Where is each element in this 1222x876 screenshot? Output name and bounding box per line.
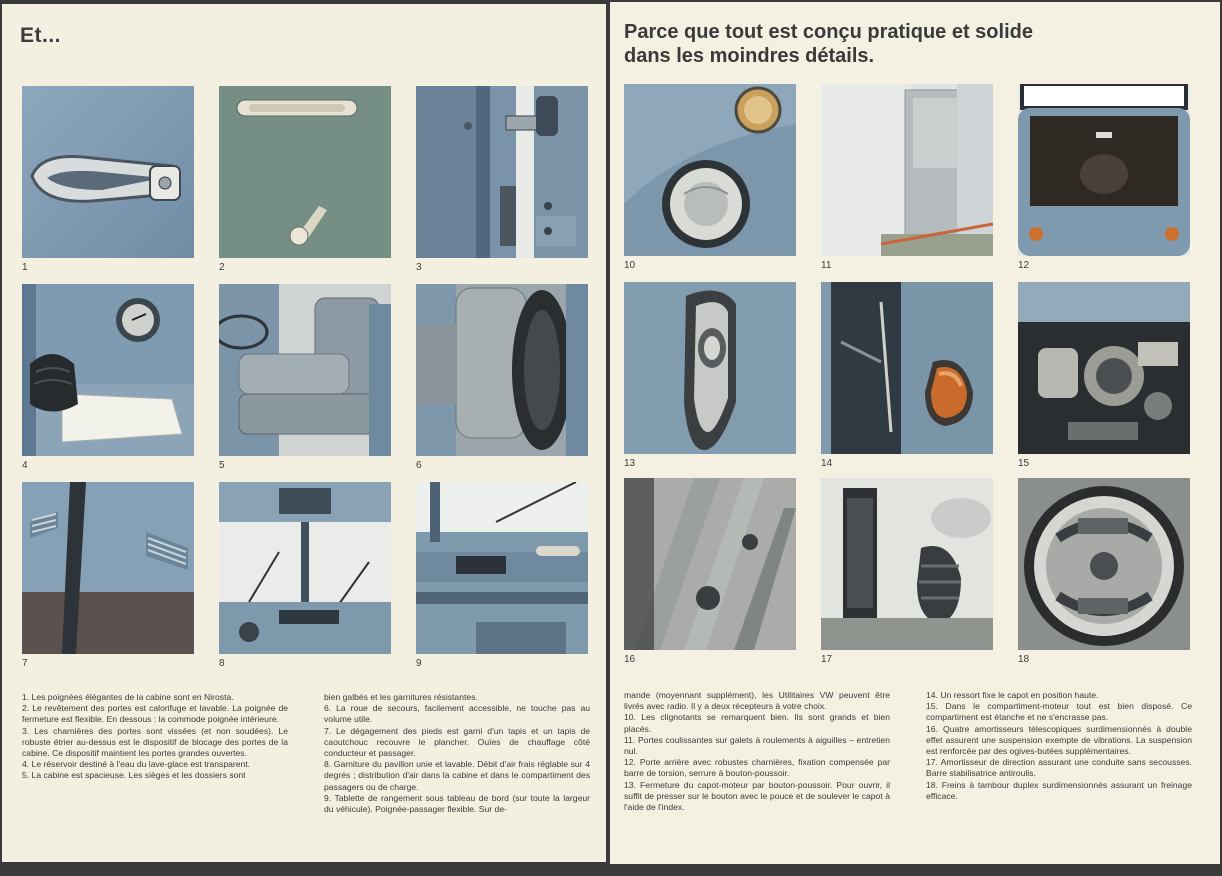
figure-number: 4	[22, 460, 28, 471]
caption-18: 18. Freins à tambour duplex surdimensionnés assurant un freinage efficace.	[926, 779, 1192, 801]
figure-number: 7	[22, 658, 28, 669]
caption-8: 8. Garniture du pavillon unie et lavable. Débit d'air frais réglable sur 4 degrés ; distribution d'air dans la cabine et dans le compartiment des passagers ou de charge.	[324, 759, 590, 792]
figure-number: 15	[1018, 458, 1030, 469]
figure-number: 8	[219, 658, 225, 669]
photo-13-lid-button	[624, 282, 796, 454]
photo-18-drum-brake	[1018, 478, 1190, 650]
caption-5-cont: bien galbés et les garnitures résistantes.	[324, 692, 478, 702]
caption-13: 13. Fermeture du capot-moteur par bouton-poussoir. Pour ouvrir, il suffit de presser sur le bouton avec le pouce et de soulever le capot à l'aide de l'index.	[624, 779, 890, 813]
figure-number: 3	[416, 262, 422, 273]
caption-9-cont: mande (moyennant supplément), les Utilitaires VW peuvent être livrés avec radio. Il y a deux récepteurs à votre choix.	[624, 690, 890, 712]
photo-7-footwell-vents	[22, 482, 194, 654]
caption-11: 11. Portes coulissantes sur galets à roulements à aiguilles – entretien nul.	[624, 734, 890, 757]
photo-17-steering-damper	[821, 478, 993, 650]
right-caption-column-1	[624, 690, 890, 813]
caption-1: 1. Les poignées élégantes de la cabine sont en Nirosta.	[22, 692, 234, 702]
photo-16-shock-absorbers	[624, 478, 796, 650]
figure-number: 5	[219, 460, 225, 471]
figure-number: 12	[1018, 260, 1030, 271]
photo-12-rear-hatch	[1018, 84, 1190, 256]
left-page-heading: Et...	[20, 24, 62, 47]
caption-15: 15. Dans le compartiment-moteur tout est bien disposé. Ce compartiment est étanche et ne s'encrasse pas.	[926, 701, 1192, 723]
caption-17: 17. Amortisseur de direction assurant une conduite sans secousses. Barre stabilisatrice antiroulis.	[926, 757, 1192, 779]
caption-12: 12. Porte arrière avec robustes charnières, fixation compensée par barre de torsion, serrure à bouton-poussoir.	[624, 757, 890, 779]
photo-10-headlight	[624, 84, 796, 256]
photo-6-spare-wheel	[416, 284, 588, 456]
caption-7: 7. Le dégagement des pieds est garni d'un tapis et un tapis de caoutchouc recouvre le plancher. Ouïes de chauffage côté conducteur et passager.	[324, 725, 590, 759]
photo-3-door-hinge	[416, 86, 588, 258]
figure-number: 9	[416, 658, 422, 669]
figure-number: 11	[821, 260, 832, 271]
right-page	[610, 2, 1220, 864]
right-caption-column-2	[926, 690, 1192, 802]
right-heading-line-1: Parce que tout est conçu pratique et solide	[624, 21, 1033, 43]
photo-14-lid-spring	[821, 282, 993, 454]
figure-number: 10	[624, 260, 636, 271]
figure-number: 6	[416, 460, 422, 471]
figure-number: 16	[624, 654, 636, 665]
photo-9-dash-shelf	[416, 482, 588, 654]
caption-3: 3. Les charnières des portes sont vissées (et non soudées). Le robuste étrier au-dessus est le dispositif de blocage des portes de la cabine. Ce dispositif maintient les portes grandes ouvertes.	[22, 725, 288, 759]
photo-2-door-panel	[219, 86, 391, 258]
right-heading-line-2: dans les moindres détails.	[624, 45, 875, 67]
caption-14: 14. Un ressort fixe le capot en position haute.	[926, 690, 1099, 700]
figure-number: 18	[1018, 654, 1030, 665]
photo-11-sliding-door	[821, 84, 993, 256]
figure-number: 2	[219, 262, 225, 273]
left-caption-column-1	[22, 692, 288, 782]
left-caption-column-2	[324, 692, 590, 815]
figure-number: 13	[624, 458, 636, 469]
caption-10: 10. Les clignotants se remarquent bien. Ils sont grands et bien placés.	[624, 712, 890, 734]
caption-16: 16. Quatre amortisseurs télescopiques surdimensionnés à double effet assurent une suspension exempte de vibrations. La suspension est renforcée par des ogives-butées supplémentaires.	[926, 723, 1192, 757]
caption-9: 9. Tablette de rangement sous tableau de bord (sur toute la largeur du véhicule). Poignée-passager flexible. Sur de-	[324, 792, 590, 815]
right-page-heading	[624, 20, 1184, 68]
photo-8-dashboard-roof	[219, 482, 391, 654]
caption-4: 4. Le réservoir destiné à l'eau du lave-glace est transparent.	[22, 759, 251, 770]
figure-number: 17	[821, 654, 833, 665]
photo-5-cab-seats	[219, 284, 391, 456]
caption-2: 2. Le revêtement des portes est calorifuge et lavable. La poignée de fermeture est flexible. En dessous : la commode poignée intérieure.	[22, 703, 288, 725]
figure-number: 1	[22, 262, 28, 273]
left-page	[2, 4, 606, 862]
caption-5: 5. La cabine est spacieuse. Les sièges et les dossiers sont	[22, 770, 246, 781]
photo-1-door-handle	[22, 86, 194, 258]
photo-4-washer-reservoir	[22, 284, 194, 456]
photo-15-engine-compartment	[1018, 282, 1190, 454]
figure-number: 14	[821, 458, 833, 469]
caption-6: 6. La roue de secours, facilement accessible, ne touche pas au volume utile.	[324, 703, 590, 725]
